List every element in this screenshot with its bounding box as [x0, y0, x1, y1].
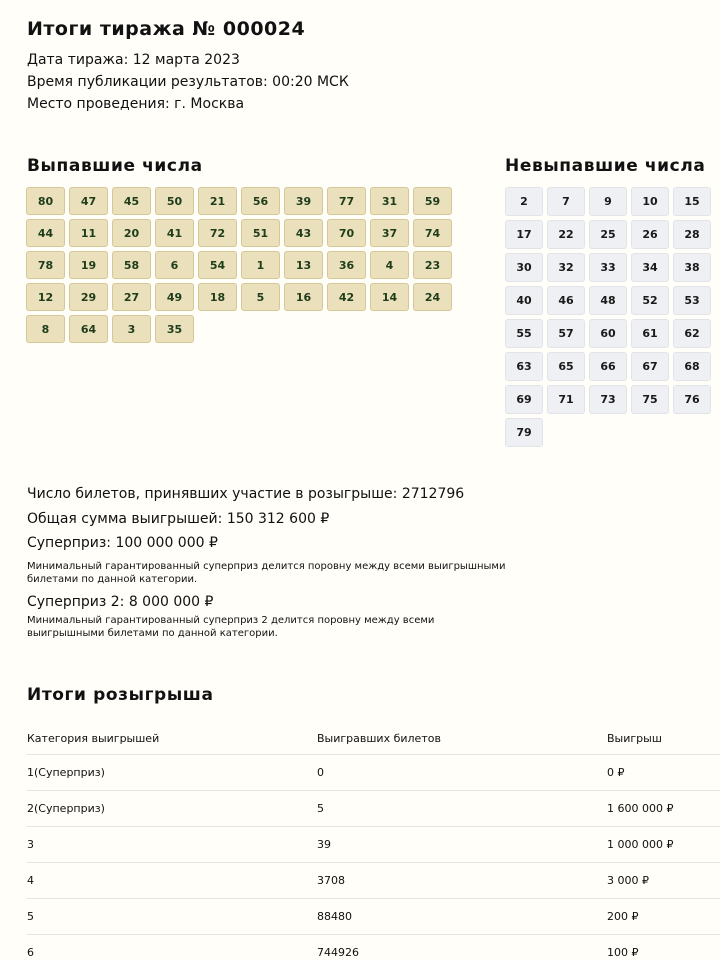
not-drawn-number-ball: 40: [505, 286, 543, 315]
not-drawn-number-ball: 65: [547, 352, 585, 381]
drawn-number-ball: 78: [26, 251, 65, 279]
category-cell: 6: [27, 946, 34, 959]
winners-count-cell: 3708: [317, 874, 345, 887]
not-drawn-number-ball: 9: [589, 187, 627, 216]
prize-cell: 200 ₽: [607, 910, 639, 923]
drawn-number-ball: 1: [241, 251, 280, 279]
draw-date: Дата тиража: 12 марта 2023: [27, 52, 240, 68]
drawn-number-ball: 4: [370, 251, 409, 279]
drawn-number-ball: 41: [155, 219, 194, 247]
winners-count-cell: 88480: [317, 910, 352, 923]
not-drawn-number-ball: 76: [673, 385, 711, 414]
category-cell: 1(Суперприз): [27, 766, 105, 779]
drawn-number-ball: 50: [155, 187, 194, 215]
column-header-winners: Выигравших билетов: [317, 731, 441, 745]
drawn-number-ball: 56: [241, 187, 280, 215]
not-drawn-number-ball: 60: [589, 319, 627, 348]
not-drawn-number-ball: 46: [547, 286, 585, 315]
winners-count-cell: 5: [317, 802, 324, 815]
drawn-number-ball: 70: [327, 219, 366, 247]
not-drawn-number-ball: 68: [673, 352, 711, 381]
table-row: [27, 827, 720, 863]
superprize2-note: Минимальный гарантированный суперприз 2 делится поровну между всеми выигрышными билетами по данной категории.: [27, 615, 435, 639]
prize-cell: 3 000 ₽: [607, 874, 649, 887]
drawn-number-ball: 6: [155, 251, 194, 279]
drawn-number-ball: 80: [26, 187, 65, 215]
not-drawn-number-ball: 75: [631, 385, 669, 414]
not-drawn-number-ball: 67: [631, 352, 669, 381]
drawn-number-ball: 43: [284, 219, 323, 247]
not-drawn-number-ball: 7: [547, 187, 585, 216]
not-drawn-number-ball: 62: [673, 319, 711, 348]
drawn-number-ball: 64: [69, 315, 108, 343]
not-drawn-number-ball: 57: [547, 319, 585, 348]
drawn-number-ball: 3: [112, 315, 151, 343]
drawn-number-ball: 45: [112, 187, 151, 215]
drawn-number-ball: 36: [327, 251, 366, 279]
drawn-number-ball: 13: [284, 251, 323, 279]
table-row: [27, 863, 720, 899]
winners-count-cell: 39: [317, 838, 331, 851]
drawn-number-ball: 58: [112, 251, 151, 279]
not-drawn-number-ball: 52: [631, 286, 669, 315]
not-drawn-number-ball: 53: [673, 286, 711, 315]
drawn-number-ball: 77: [327, 187, 366, 215]
drawn-numbers-heading: Выпавшие числа: [27, 156, 203, 176]
draw-place: Место проведения: г. Москва: [27, 96, 245, 112]
not-drawn-number-ball: 38: [673, 253, 711, 282]
drawn-number-ball: 18: [198, 283, 237, 311]
drawn-number-ball: 35: [155, 315, 194, 343]
table-row: [27, 755, 720, 791]
category-cell: 3: [27, 838, 34, 851]
drawn-number-ball: 12: [26, 283, 65, 311]
drawn-numbers-grid: [26, 187, 452, 343]
drawn-number-ball: 54: [198, 251, 237, 279]
table-row: [27, 899, 720, 935]
drawn-number-ball: 44: [26, 219, 65, 247]
category-cell: 5: [27, 910, 34, 923]
prize-cell: 1 600 000 ₽: [607, 802, 674, 815]
not-drawn-number-ball: 71: [547, 385, 585, 414]
not-drawn-number-ball: 26: [631, 220, 669, 249]
drawn-number-ball: 51: [241, 219, 280, 247]
drawn-number-ball: 14: [370, 283, 409, 311]
drawn-number-ball: 20: [112, 219, 151, 247]
drawn-number-ball: 49: [155, 283, 194, 311]
drawn-number-ball: 23: [413, 251, 452, 279]
table-body: [27, 755, 720, 960]
drawn-number-ball: 24: [413, 283, 452, 311]
results-heading: Итоги розыгрыша: [27, 685, 214, 705]
superprize-note: Минимальный гарантированный суперприз делится поровну между всеми выигрышными билетами по данной категории.: [27, 561, 506, 585]
not-drawn-number-ball: 25: [589, 220, 627, 249]
drawn-number-ball: 37: [370, 219, 409, 247]
table-header-row: [27, 722, 720, 755]
not-drawn-number-ball: 32: [547, 253, 585, 282]
table-row: [27, 935, 720, 960]
category-cell: 4: [27, 874, 34, 887]
drawn-number-ball: 59: [413, 187, 452, 215]
not-drawn-number-ball: 63: [505, 352, 543, 381]
drawn-number-ball: 11: [69, 219, 108, 247]
not-drawn-number-ball: 69: [505, 385, 543, 414]
not-drawn-numbers-grid: [505, 187, 711, 447]
not-drawn-number-ball: 28: [673, 220, 711, 249]
drawn-number-ball: 27: [112, 283, 151, 311]
results-table: [27, 722, 720, 960]
not-drawn-number-ball: 48: [589, 286, 627, 315]
total-winnings: Общая сумма выигрышей: 150 312 600 ₽: [27, 511, 330, 527]
winners-count-cell: 0: [317, 766, 324, 779]
publish-time: Время публикации результатов: 00:20 МСК: [27, 74, 349, 90]
not-drawn-number-ball: 66: [589, 352, 627, 381]
superprize2-amount: Суперприз 2: 8 000 000 ₽: [27, 594, 214, 610]
page-title: Итоги тиража № 000024: [27, 18, 306, 40]
not-drawn-number-ball: 22: [547, 220, 585, 249]
drawn-number-ball: 74: [413, 219, 452, 247]
winners-count-cell: 744926: [317, 946, 359, 959]
not-drawn-number-ball: 15: [673, 187, 711, 216]
column-header-category: Категория выигрышей: [27, 731, 160, 745]
not-drawn-number-ball: 10: [631, 187, 669, 216]
drawn-number-ball: 47: [69, 187, 108, 215]
drawn-number-ball: 19: [69, 251, 108, 279]
prize-cell: 100 ₽: [607, 946, 639, 959]
not-drawn-number-ball: 33: [589, 253, 627, 282]
not-drawn-number-ball: 73: [589, 385, 627, 414]
drawn-number-ball: 72: [198, 219, 237, 247]
drawn-number-ball: 8: [26, 315, 65, 343]
table-row: [27, 791, 720, 827]
drawn-number-ball: 39: [284, 187, 323, 215]
not-drawn-number-ball: 34: [631, 253, 669, 282]
not-drawn-number-ball: 2: [505, 187, 543, 216]
category-cell: 2(Суперприз): [27, 802, 105, 815]
drawn-number-ball: 16: [284, 283, 323, 311]
not-drawn-number-ball: 30: [505, 253, 543, 282]
column-header-prize: Выигрыш: [607, 731, 662, 745]
not-drawn-number-ball: 17: [505, 220, 543, 249]
tickets-count: Число билетов, принявших участие в розыгрыше: 2712796: [27, 486, 465, 502]
not-drawn-number-ball: 79: [505, 418, 543, 447]
superprize-amount: Суперприз: 100 000 000 ₽: [27, 535, 218, 551]
drawn-number-ball: 21: [198, 187, 237, 215]
drawn-number-ball: 42: [327, 283, 366, 311]
prize-cell: 0 ₽: [607, 766, 625, 779]
drawn-number-ball: 31: [370, 187, 409, 215]
not-drawn-number-ball: 61: [631, 319, 669, 348]
not-drawn-numbers-heading: Невыпавшие числа: [505, 156, 706, 176]
not-drawn-number-ball: 55: [505, 319, 543, 348]
drawn-number-ball: 5: [241, 283, 280, 311]
prize-cell: 1 000 000 ₽: [607, 838, 674, 851]
drawn-number-ball: 29: [69, 283, 108, 311]
